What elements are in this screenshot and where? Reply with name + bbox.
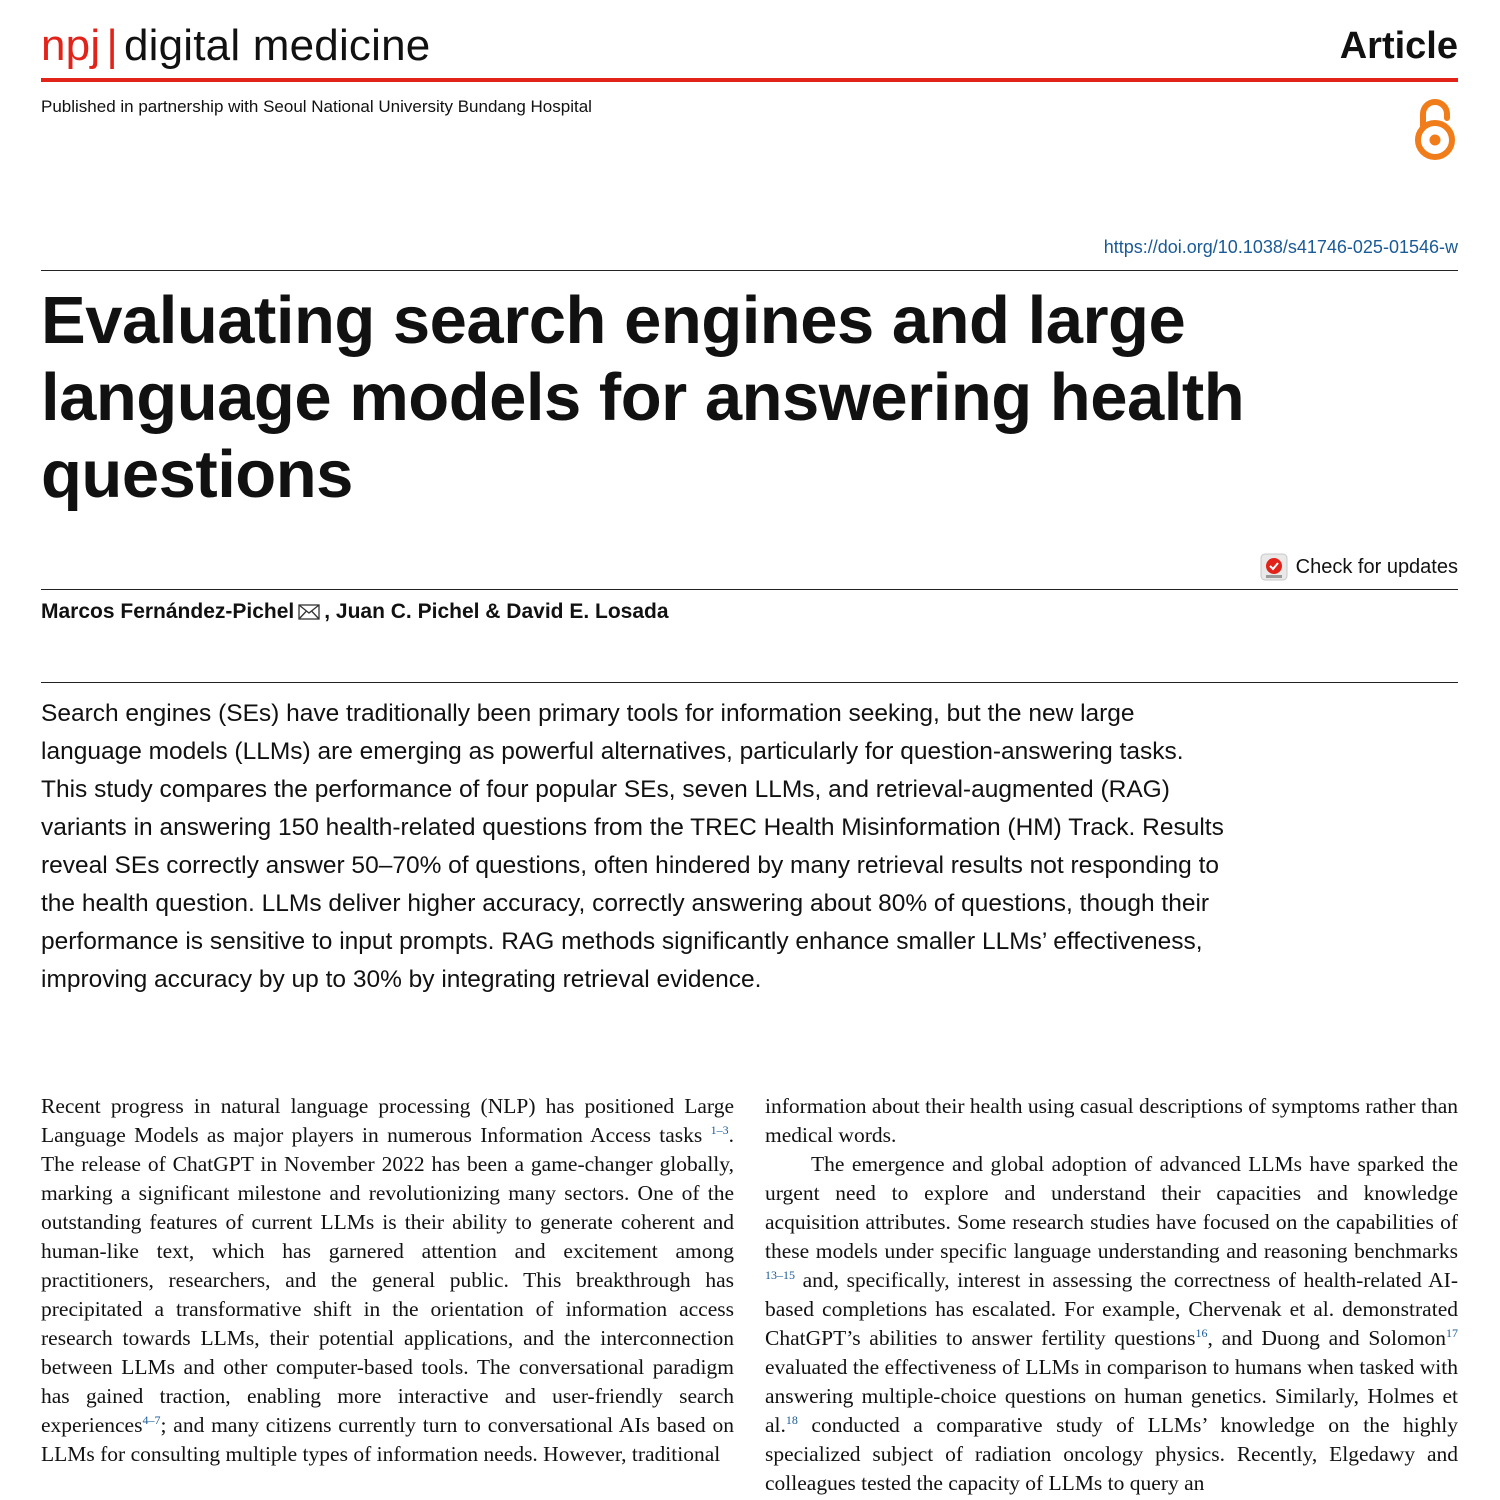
- envelope-icon[interactable]: [298, 604, 320, 620]
- body-text: , and Duong and Solomon: [1207, 1326, 1446, 1350]
- masthead-red-rule: [41, 78, 1458, 82]
- body-text: evaluated the effectiveness of LLMs in comparison to humans when tasked with answering multiple-choice questions on human genetics. Similarly, Holmes et al.: [765, 1355, 1458, 1437]
- divider: [41, 589, 1458, 590]
- divider: [41, 270, 1458, 271]
- citation-link[interactable]: 17: [1445, 1325, 1458, 1340]
- journal-title: digital medicine: [123, 21, 431, 70]
- check-for-updates-icon: [1260, 553, 1288, 581]
- citation-link[interactable]: 4–7: [142, 1412, 161, 1427]
- partnership-note: Published in partnership with Seoul National University Bundang Hospital: [41, 97, 592, 116]
- citation-link[interactable]: 16: [1195, 1325, 1208, 1340]
- citation-link[interactable]: 1–3: [710, 1122, 729, 1137]
- author-list: [41, 598, 669, 626]
- body-text: Recent progress in natural language processing (NLP) has positioned Large Language Models as major players in numerous Information Access tasks: [41, 1094, 734, 1147]
- body-text: . The release of ChatGPT in November 2022 has been a game-changer globally, marking a significant milestone and revolutionizing many sectors. One of the outstanding features of current LLMs is their ability to generate coherent and human-like text, which has garnered attention and excitement among practitioners, researchers, and the general public. This breakthrough has precipitated a transformative shift in the orientation of information access research towards LLMs, their potential applications, and the interconnection between LLMs and other computer-based tools. The conversational paradigm has gained traction, enabling more interactive and user-friendly search experiences: [41, 1123, 734, 1437]
- abstract: Search engines (SEs) have traditionally been primary tools for information seeking, but the new large language models (LLMs) are emerging as powerful alternatives, particularly for question-answering tasks. This study compares the performance of four popular SEs, seven LLMs, and retrieval-augmented (RAG) variants in answering 150 health-related questions from the TREC Health Misinformation (HM) Track. Results reveal SEs correctly answer 50–70% of questions, often hindered by many retrieval results not responding to the health question. LLMs deliver higher accuracy, correctly answering about 80% of questions, though their performance is sensitive to input prompts. RAG methods significantly enhance smaller LLMs’ effectiveness, improving accuracy by up to 30% by integrating retrieval evidence.: [41, 700, 1224, 993]
- body-column-left: [41, 1092, 734, 1469]
- journal-separator: |: [106, 21, 118, 70]
- citation-link[interactable]: 18: [785, 1412, 798, 1427]
- doi-link[interactable]: https://doi.org/10.1038/s41746-025-01546-w: [1103, 237, 1458, 257]
- author-first[interactable]: Marcos Fernández-Pichel: [41, 600, 295, 623]
- divider: [41, 682, 1458, 683]
- journal-npj: npj: [41, 21, 101, 70]
- body-paragraph: [41, 1092, 734, 1469]
- citation-link[interactable]: 13–15: [765, 1267, 795, 1282]
- open-access-lock-icon: [1412, 96, 1458, 162]
- body-text: The emergence and global adoption of advanced LLMs have sparked the urgent need to explore and understand their capacities and knowledge acquisition attributes. Some research studies have focused on the capabilities of these models under specific language understanding and reasoning benchmarks: [765, 1152, 1458, 1263]
- body-text: and, specifically, interest in assessing the correctness of health-related AI-based completions has escalated. For example, Chervenak et al. demonstrated ChatGPT’s abilities to answer fertility questions: [765, 1268, 1458, 1350]
- author-rest[interactable]: , Juan C. Pichel & David E. Losada: [324, 600, 669, 623]
- body-paragraph: [765, 1150, 1458, 1498]
- article-type-label: Article: [1339, 25, 1458, 67]
- check-for-updates-button[interactable]: [1260, 553, 1458, 581]
- body-text: ; and many citizens currently turn to conversational AIs based on LLMs for consulting multiple types of information needs. However, traditional: [41, 1413, 734, 1466]
- article-title: Evaluating search engines and large language models for answering health questions: [41, 283, 1245, 512]
- body-paragraph: information about their health using casual descriptions of symptoms rather than medical words.: [765, 1094, 1458, 1147]
- journal-name: [41, 22, 430, 70]
- check-for-updates-label: Check for updates: [1295, 556, 1458, 578]
- body-text: conducted a comparative study of LLMs’ knowledge on the highly specialized subject of radiation oncology physics. Recently, Elgedawy and colleagues tested the capacity of LLMs to query an: [765, 1413, 1458, 1495]
- body-column-right: [765, 1092, 1458, 1498]
